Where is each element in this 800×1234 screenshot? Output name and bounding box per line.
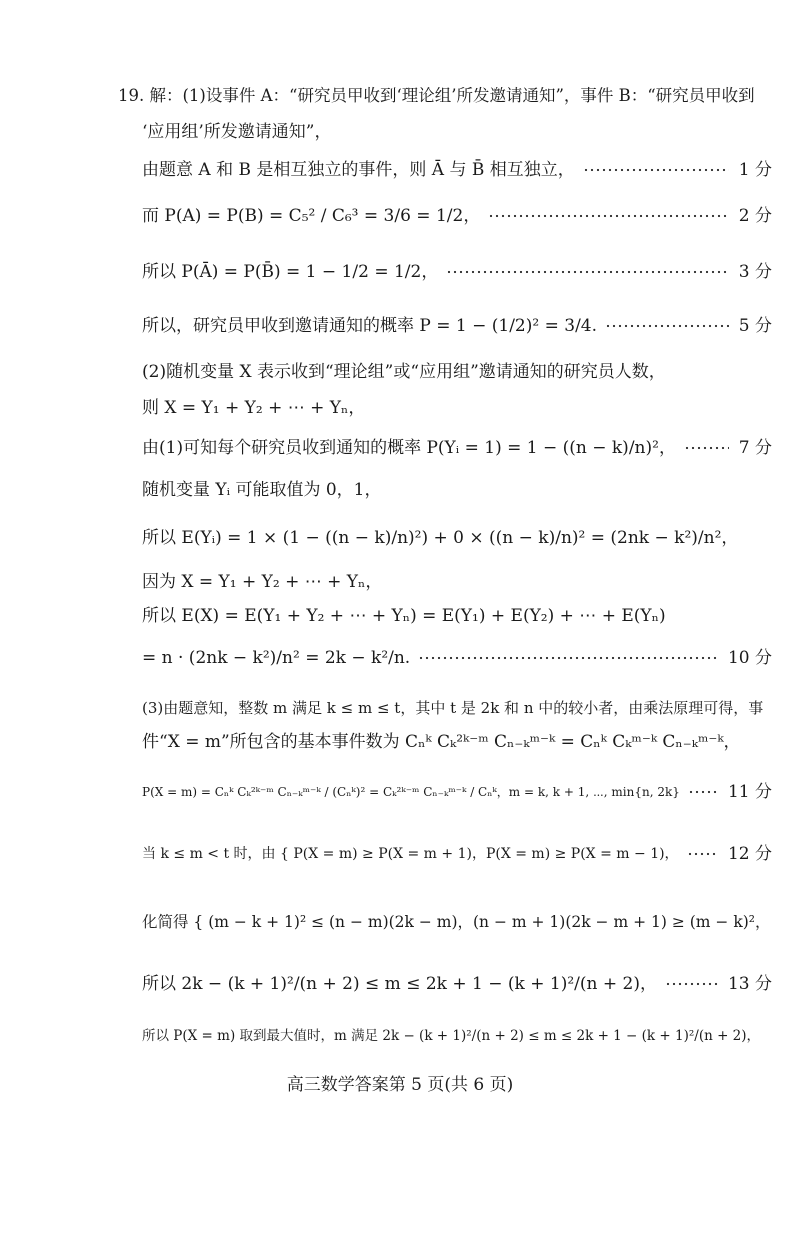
line-m-range [142,972,772,996]
score-label: 2 分 [738,206,772,226]
line-yi-values [142,478,772,502]
dot-leader [665,981,718,987]
line-expect-x-result [142,646,772,670]
page-footer: 高三数学答案第 5 页(共 6 页) [286,1075,514,1095]
dot-leader [446,269,728,275]
dot-leader [418,655,718,661]
line-prob-yi [142,436,772,460]
line-text: 件“X = m”所包含的基本事件数为 Cₙᵏ Cₖ²ᵏ⁻ᵐ Cₙ₋ₖᵐ⁻ᵏ = Cₙᵏ Cₖᵐ⁻ᵏ Cₙ₋ₖᵐ⁻ᵏ， [142,732,741,752]
line-because-x [142,570,772,594]
line-part3-intro [142,696,772,720]
line-expect-x [142,604,772,628]
line-system-inequality [142,842,772,866]
line-text: 所以 E(Yᵢ) = 1 × (1 − ((n − k)/n)²) + 0 × ((n − k)/n)² = (2nk − k²)/n²， [142,528,739,548]
line-text: (2)随机变量 X 表示收到“理论组”或“应用组”邀请通知的研究员人数， [142,362,666,382]
line-text: 所以，研究员甲收到邀请通知的概率 P = 1 − (1/2)² = 3/4. [142,316,598,336]
dot-leader [688,789,718,795]
line-text: 而 P(A) = P(B) = C₅² / C₆³ = 3/6 = 1/2， [142,206,481,226]
line-text: 由(1)可知每个研究员收到通知的概率 P(Yᵢ = 1) = 1 − ((n − k)/n)²， [142,438,676,458]
line-conclusion [142,1024,772,1048]
score-label: 1 分 [738,160,772,180]
score-label: 3 分 [738,262,772,282]
score-label: 11 分 [727,782,772,802]
line-text: 当 k ≤ m < t 时，由 { P(X = m) ≥ P(X = m + 1)，P(X = m) ≥ P(X = m − 1)， [142,846,679,862]
line-probability-p [142,314,772,338]
line-part2-intro [142,360,772,384]
score-label: 7 分 [738,438,772,458]
line-text: 所以 E(X) = E(Y₁ + Y₂ + ⋯ + Yₙ) = E(Y₁) + E(Y₂) + ⋯ + E(Yₙ) [142,606,666,626]
dot-leader [605,323,729,329]
line-basic-events [142,730,772,754]
line-expect-yi [142,526,772,550]
line-px-eq-m [142,780,772,804]
line-text: 所以 2k − (k + 1)²/(n + 2) ≤ m ≤ 2k + 1 − (k + 1)²/(n + 2)， [142,974,657,994]
line-19-header [118,84,772,108]
line-text: (3)由题意知，整数 m 满足 k ≤ m ≤ t，其中 t 是 2k 和 n 中的较小者，由乘法原理可得，事 [142,699,764,717]
line-simplify [142,910,772,934]
score-label: 12 分 [727,844,772,864]
line-text: 化简得 { (m − k + 1)² ≤ (n − m)(2k − m)，(n − m + 1)(2k − m + 1) ≥ (m − k)²， [142,913,771,931]
line-text: 因为 X = Y₁ + Y₂ + ⋯ + Yₙ， [142,572,383,592]
line-text: P(X = m) = Cₙᵏ Cₖ²ᵏ⁻ᵐ Cₙ₋ₖᵐ⁻ᵏ / (Cₙᵏ)² = Cₖ²ᵏ⁻ᵐ Cₙ₋ₖᵐ⁻ᵏ / Cₙᵏ，m = k, k + 1, ⋯, min{n, 2k} [142,785,680,799]
dot-leader [687,851,718,857]
dot-leader [583,167,729,173]
score-label: 10 分 [727,648,772,668]
line-probability-a [142,204,772,228]
dot-leader [684,445,729,451]
line-text: = n · (2nk − k²)/n² = 2k − k²/n. [142,648,411,668]
line-probability-complement [142,260,772,284]
line-independence [142,158,772,182]
score-label: 5 分 [738,316,772,336]
line-text: 所以 P(X = m) 取到最大值时，m 满足 2k − (k + 1)²/(n + 2) ≤ m ≤ 2k + 1 − (k + 1)²/(n + 2)， [142,1028,761,1044]
line-text: 所以 P(Ā) = P(B̄) = 1 − 1/2 = 1/2， [142,262,439,282]
line-event-b [142,120,772,144]
line-text: 随机变量 Yᵢ 可能取值为 0，1， [142,480,382,500]
score-label: 13 分 [727,974,772,994]
line-x-sum [142,396,772,420]
line-text: 则 X = Y₁ + Y₂ + ⋯ + Yₙ， [142,398,366,418]
dot-leader [488,213,728,219]
line-text: 由题意 A 和 B 是相互独立的事件，则 Ā 与 B̄ 相互独立， [142,160,575,180]
line-text: ‘应用组’所发邀请通知”， [142,122,332,142]
line-text: 19. 解：(1)设事件 A：“研究员甲收到‘理论组’所发邀请通知”，事件 B：“研究员甲收到 [118,86,755,105]
